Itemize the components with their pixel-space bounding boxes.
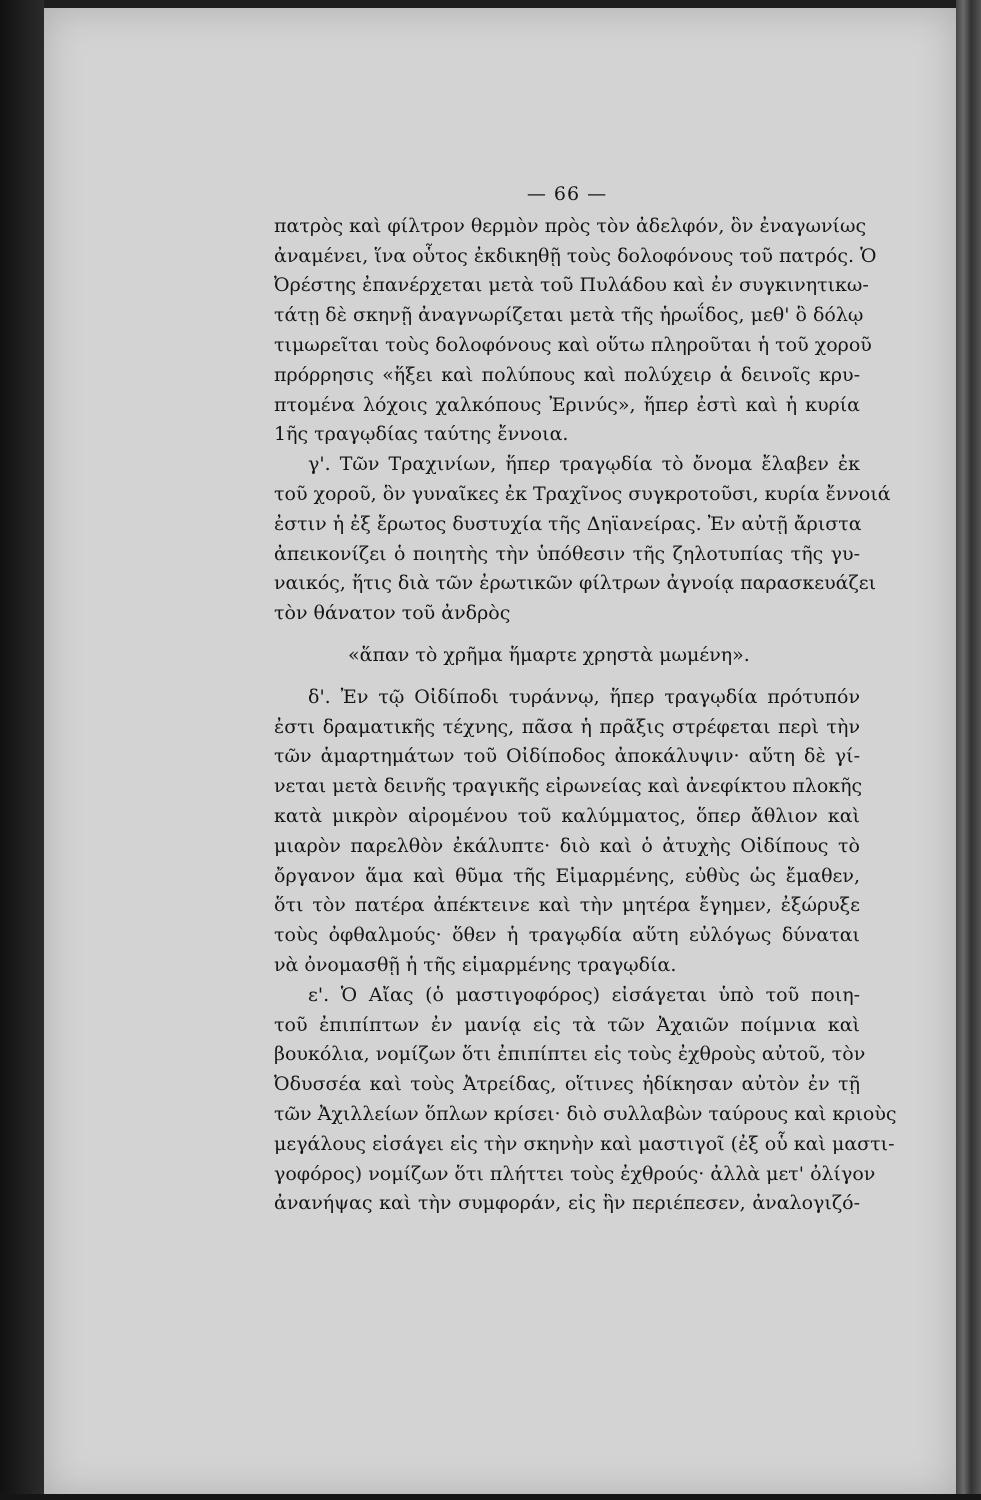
text-line: τάτῃ δὲ σκηνῇ ἀναγνωρίζεται μετὰ τῆς ἡρωΐδος, μεθ' ὃ δόλῳ — [274, 304, 864, 327]
text-line: ὄργανον ἅμα καὶ θῦμα τῆς Εἱμαρμένης, εὐθὺς ὡς ἔμαθεν, — [274, 864, 860, 887]
page-number: — 66 — — [526, 183, 608, 205]
text-line: πρόρρησις «ἥξει καὶ πολύπους καὶ πολύχειρ ἁ δεινοῖς κρυ- — [274, 363, 860, 386]
text-line: μεγάλους εἰσάγει εἰς τὴν σκηνὴν καὶ μαστιγοῖ (ἐξ οὗ καὶ μαστι- — [274, 1132, 895, 1155]
verse-quote: «ἅπαν τὸ χρῆμα ἥμαρτε χρηστὰ μωμένη». — [348, 643, 750, 666]
paragraph-delta-start: δ'. Ἐν τῷ Οἰδίποδι τυράννῳ, ἥπερ τραγῳδία πρότυπόν — [308, 685, 860, 708]
text-line: νὰ ὀνομασθῇ ἡ τῆς εἱμαρμένης τραγῳδία. — [274, 953, 677, 976]
text-line: νεται μετὰ δεινῆς τραγικῆς εἰρωνείας καὶ ἀνεφίκτου πλοκῆς — [274, 775, 863, 798]
text-line: τοὺς ὀφθαλμούς· ὅθεν ἡ τραγῳδία αὕτη εὐλόγως δύναται — [274, 924, 860, 947]
paragraph-epsilon-start: ε'. Ὁ Αἴας (ὁ μαστιγοφόρος) εἰσάγεται ὑπὸ τοῦ ποιη- — [308, 983, 860, 1006]
text-line: ἀπεικονίζει ὁ ποιητὴς τὴν ὑπόθεσιν τῆς ζηλοτυπίας τῆς γυ- — [274, 542, 860, 565]
page-text-block — [274, 180, 897, 1219]
text-line: ἐστι δραματικῆς τέχνης, πᾶσα ἡ πρᾶξις στρέφεται περὶ τὴν — [274, 715, 860, 738]
text-line: ἀναμένει, ἵνα οὗτος ἐκδικηθῇ τοὺς δολοφόνους τοῦ πατρός. Ὁ — [274, 244, 877, 267]
text-line: κατὰ μικρὸν αἰρομένου τοῦ καλύμματος, ὅπερ ἄθλιον καὶ — [274, 804, 860, 827]
paragraph-gamma-start: γ'. Τῶν Τραχινίων, ἥπερ τραγῳδία τὸ ὄνομα ἔλαβεν ἐκ — [308, 453, 860, 476]
text-line: τῶν ἁμαρτημάτων τοῦ Οἰδίποδος ἀποκάλυψιν· αὕτη δὲ γί- — [274, 745, 860, 768]
text-line: ἐστιν ἡ ἐξ ἔρωτος δυστυχία τῆς Δηϊανείρας. Ἐν αὐτῇ ἄριστα — [274, 512, 862, 535]
text-line: 1ῆς τραγῳδίας ταύτης ἔννοια. — [274, 423, 569, 446]
book-spine-edge — [956, 0, 981, 1500]
page-left-edge — [0, 0, 44, 1500]
text-line: Ὀδυσσέα καὶ τοὺς Ἀτρείδας, οἵτινες ἠδίκησαν αὐτὸν ἐν τῇ — [274, 1073, 860, 1096]
text-line: τὸν θάνατον τοῦ ἀνδρὸς — [274, 602, 511, 625]
text-line: ὅτι τὸν πατέρα ἀπέκτεινε καὶ τὴν μητέρα ἔγημεν, ἐξώρυξε — [274, 894, 860, 917]
text-line: πατρὸς καὶ φίλτρον θερμὸν πρὸς τὸν ἀδελφόν, ὃν ἐναγωνίως — [274, 214, 867, 237]
text-line: βουκόλια, νομίζων ὅτι ἐπιπίπτει εἰς τοὺς ἐχθροὺς αὐτοῦ, τὸν — [274, 1043, 866, 1066]
text-line: τῶν Ἀχιλλείων ὅπλων κρίσει· διὸ συλλαβὼν ταύρους καὶ κριοὺς — [274, 1102, 897, 1125]
page-bottom-edge — [0, 1494, 981, 1500]
text-line: γοφόρος) νομίζων ὅτι πλήττει τοὺς ἐχθρούς· ἀλλὰ μετ' ὀλίγον — [274, 1162, 876, 1185]
text-line: ἀνανήψας καὶ τὴν συμφοράν, εἰς ἣν περιέπεσεν, ἀναλογιζό- — [274, 1192, 860, 1215]
text-line: πτομένα λόχοις χαλκόπους Ἐρινύς», ἥπερ ἐστὶ καὶ ἡ κυρία — [274, 393, 860, 416]
text-line: τοῦ χοροῦ, ὃν γυναῖκες ἐκ Τραχῖνος συγκροτοῦσι, κυρία ἔννοιά — [274, 482, 891, 505]
text-line: Ὀρέστης ἐπανέρχεται μετὰ τοῦ Πυλάδου καὶ ἐν συγκινητικω- — [274, 274, 869, 297]
text-line: ναικός, ἥτις διὰ τῶν ἐρωτικῶν φίλτρων ἀγνοίᾳ παρασκευάζει — [274, 572, 877, 595]
text-line: τοῦ ἐπιπίπτων ἐν μανίᾳ εἰς τὰ τῶν Ἀχαιῶν ποίμνια καὶ — [274, 1013, 860, 1036]
text-line: μιαρὸν παρελθὸν ἐκάλυπτε· διὸ καὶ ὁ ἀτυχὴς Οἰδίπους τὸ — [274, 834, 860, 857]
text-line: τιμωρεῖται τοὺς δολοφόνους καὶ οὕτω πληροῦται ἡ τοῦ χοροῦ — [274, 333, 872, 356]
